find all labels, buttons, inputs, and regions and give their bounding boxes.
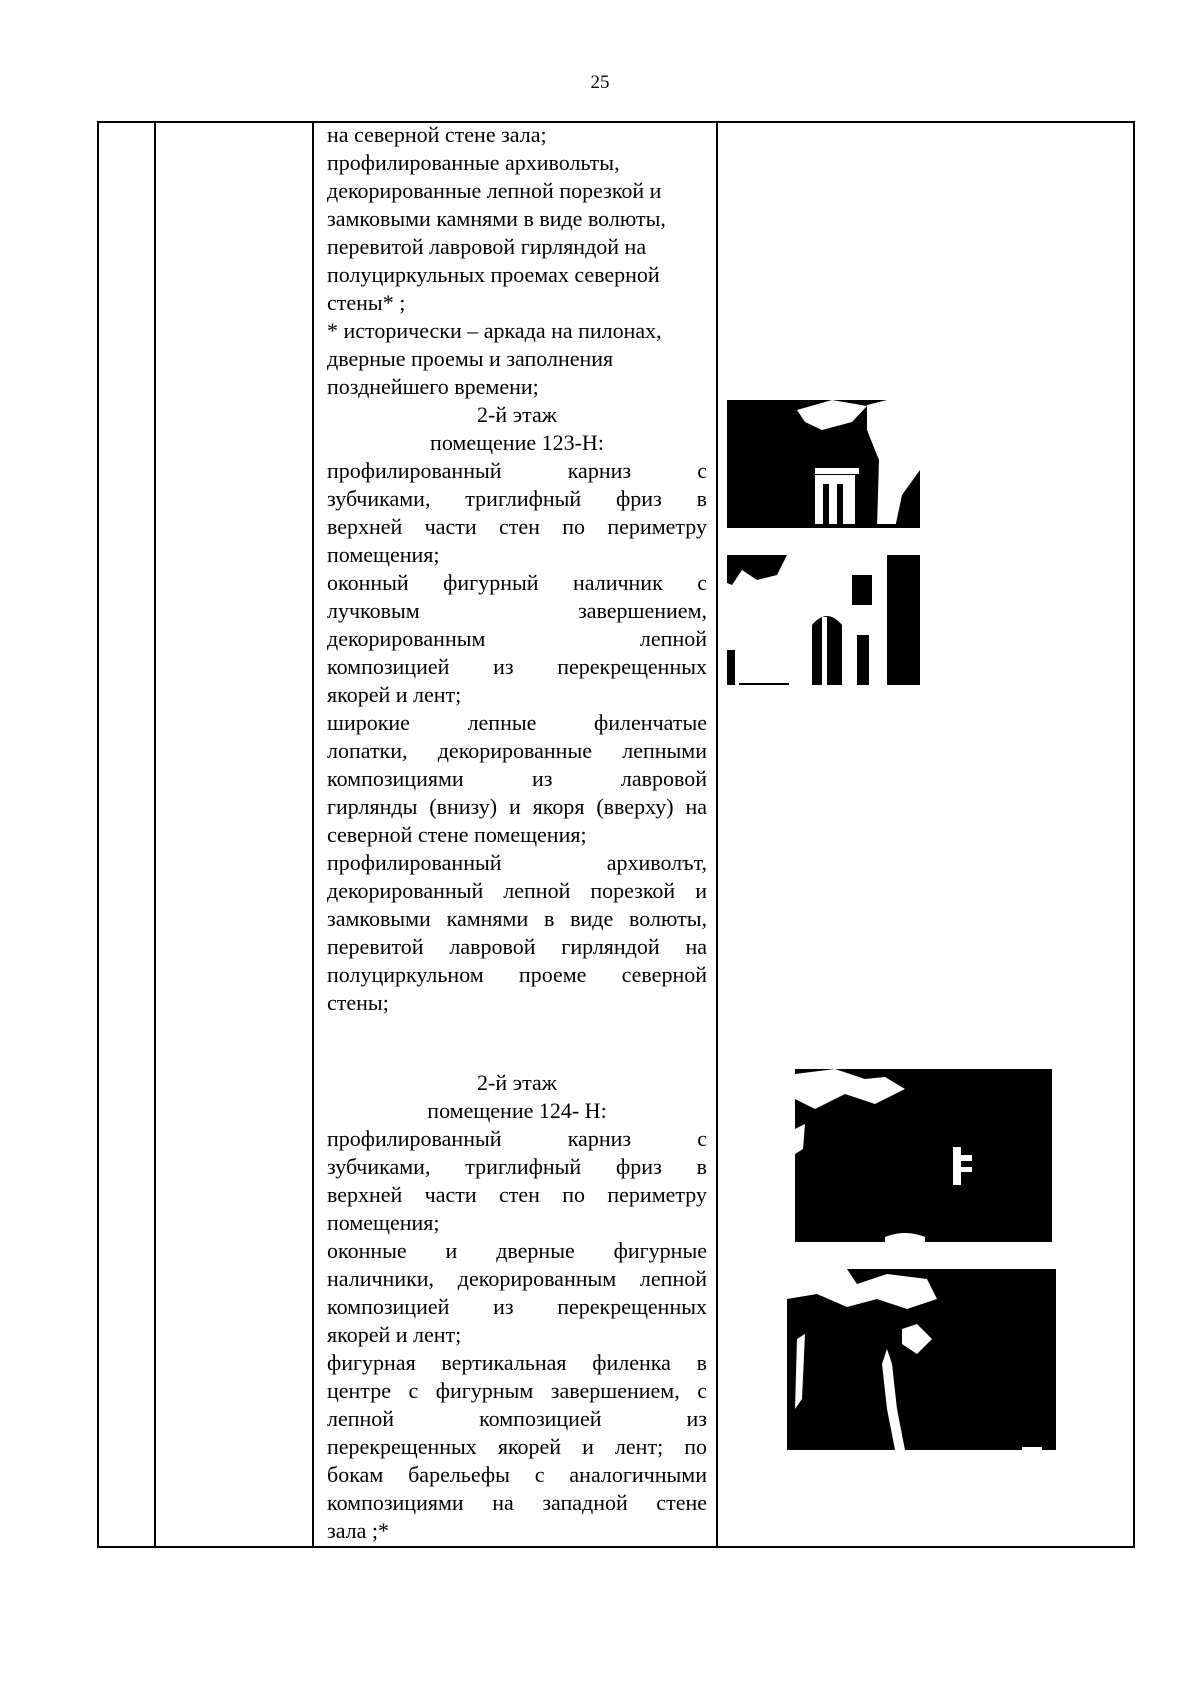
description-cell [327,121,707,1545]
description-line: якорей и лент; [327,1322,462,1347]
table-bottom-border [97,1546,1135,1548]
description-line: наличники, декорированным лепной [327,1266,707,1291]
photo-room-123-cornice [727,400,920,528]
table-col-border-1 [97,121,99,1548]
photo-room-124-panel [787,1269,1056,1450]
description-line: замковыми камнями в виде волюты, [327,206,666,231]
room-heading: помещение 123-Н: [430,430,604,455]
description-line: замковыми камнями в виде волюты, [327,906,707,931]
description-line: * исторически – аркада на пилонах, [327,318,662,343]
table-col-border-3 [312,121,314,1548]
description-line: зубчиками, триглифный фриз в [327,486,707,511]
description-line: верхней части стен по периметру [327,1182,707,1207]
description-line: зала ;* [327,1518,390,1543]
description-line: профилированный карниз с [327,1126,707,1151]
description-line: профилированный архиволът, [327,850,707,875]
photo-room-124-ceiling [795,1069,1052,1242]
description-line: позднейшего времени; [327,374,539,399]
description-line: якорей и лент; [327,682,462,707]
description-line: перевитой лавровой гирляндой на [327,934,707,959]
floor-heading: 2-й этаж [477,402,557,427]
description-line: композициями на западной стене [327,1490,707,1515]
page-number: 25 [590,72,610,93]
description-line: стены; [327,990,389,1015]
table-col-border-4 [716,121,718,1548]
description-line: лепной композицией из [327,1406,707,1431]
description-line: профилированный карниз с [327,458,707,483]
description-line: профилированные архивольты, [327,150,620,175]
description-line: лопатки, декорированные лепными [327,738,707,763]
description-line: декорированным лепной [327,626,707,651]
description-line: помещения; [327,1210,440,1235]
room-heading: помещение 124- Н: [427,1098,607,1123]
floor-heading: 2-й этаж [477,1070,557,1095]
photo-room-123-window [727,555,920,685]
description-line: декорированный лепной порезкой и [327,878,707,903]
description-line: фигурная вертикальная филенка в [327,1350,707,1375]
description-line: композициями из лавровой [327,766,707,791]
description-line: широкие лепные филенчатые [327,710,707,735]
description-line: северной стене помещения; [327,822,587,847]
description-line: верхней части стен по периметру [327,514,707,539]
description-line: перекрещенных якорей и лент; по [327,1434,707,1459]
description-line: оконные и дверные фигурные [327,1238,707,1263]
description-line: композицией из перекрещенных [327,654,707,679]
description-line: полуциркульных проемах северной [327,262,660,287]
description-line: на северной стене зала; [327,122,547,147]
table-col-border-2 [154,121,156,1548]
description-line: декорированные лепной порезкой и [327,178,662,203]
description-line: лучковым завершением, [327,598,707,623]
description-line: стены* ; [327,290,406,315]
description-line: перевитой лавровой гирляндой на [327,234,647,259]
description-line: зубчиками, триглифный фриз в [327,1154,707,1179]
description-line: полуциркульном проеме северной [327,962,707,987]
section-spacer [327,1017,707,1069]
description-line: помещения; [327,542,440,567]
description-line: дверные проемы и заполнения [327,346,614,371]
description-line: центре с фигурным завершением, с [327,1378,707,1403]
description-line: оконный фигурный наличник с [327,570,707,595]
description-line: композицией из перекрещенных [327,1294,707,1319]
table-col-border-5 [1133,121,1135,1548]
description-line: бокам барельефы с аналогичными [327,1462,707,1487]
description-line: гирлянды (внизу) и якоря (вверху) на [327,794,707,819]
